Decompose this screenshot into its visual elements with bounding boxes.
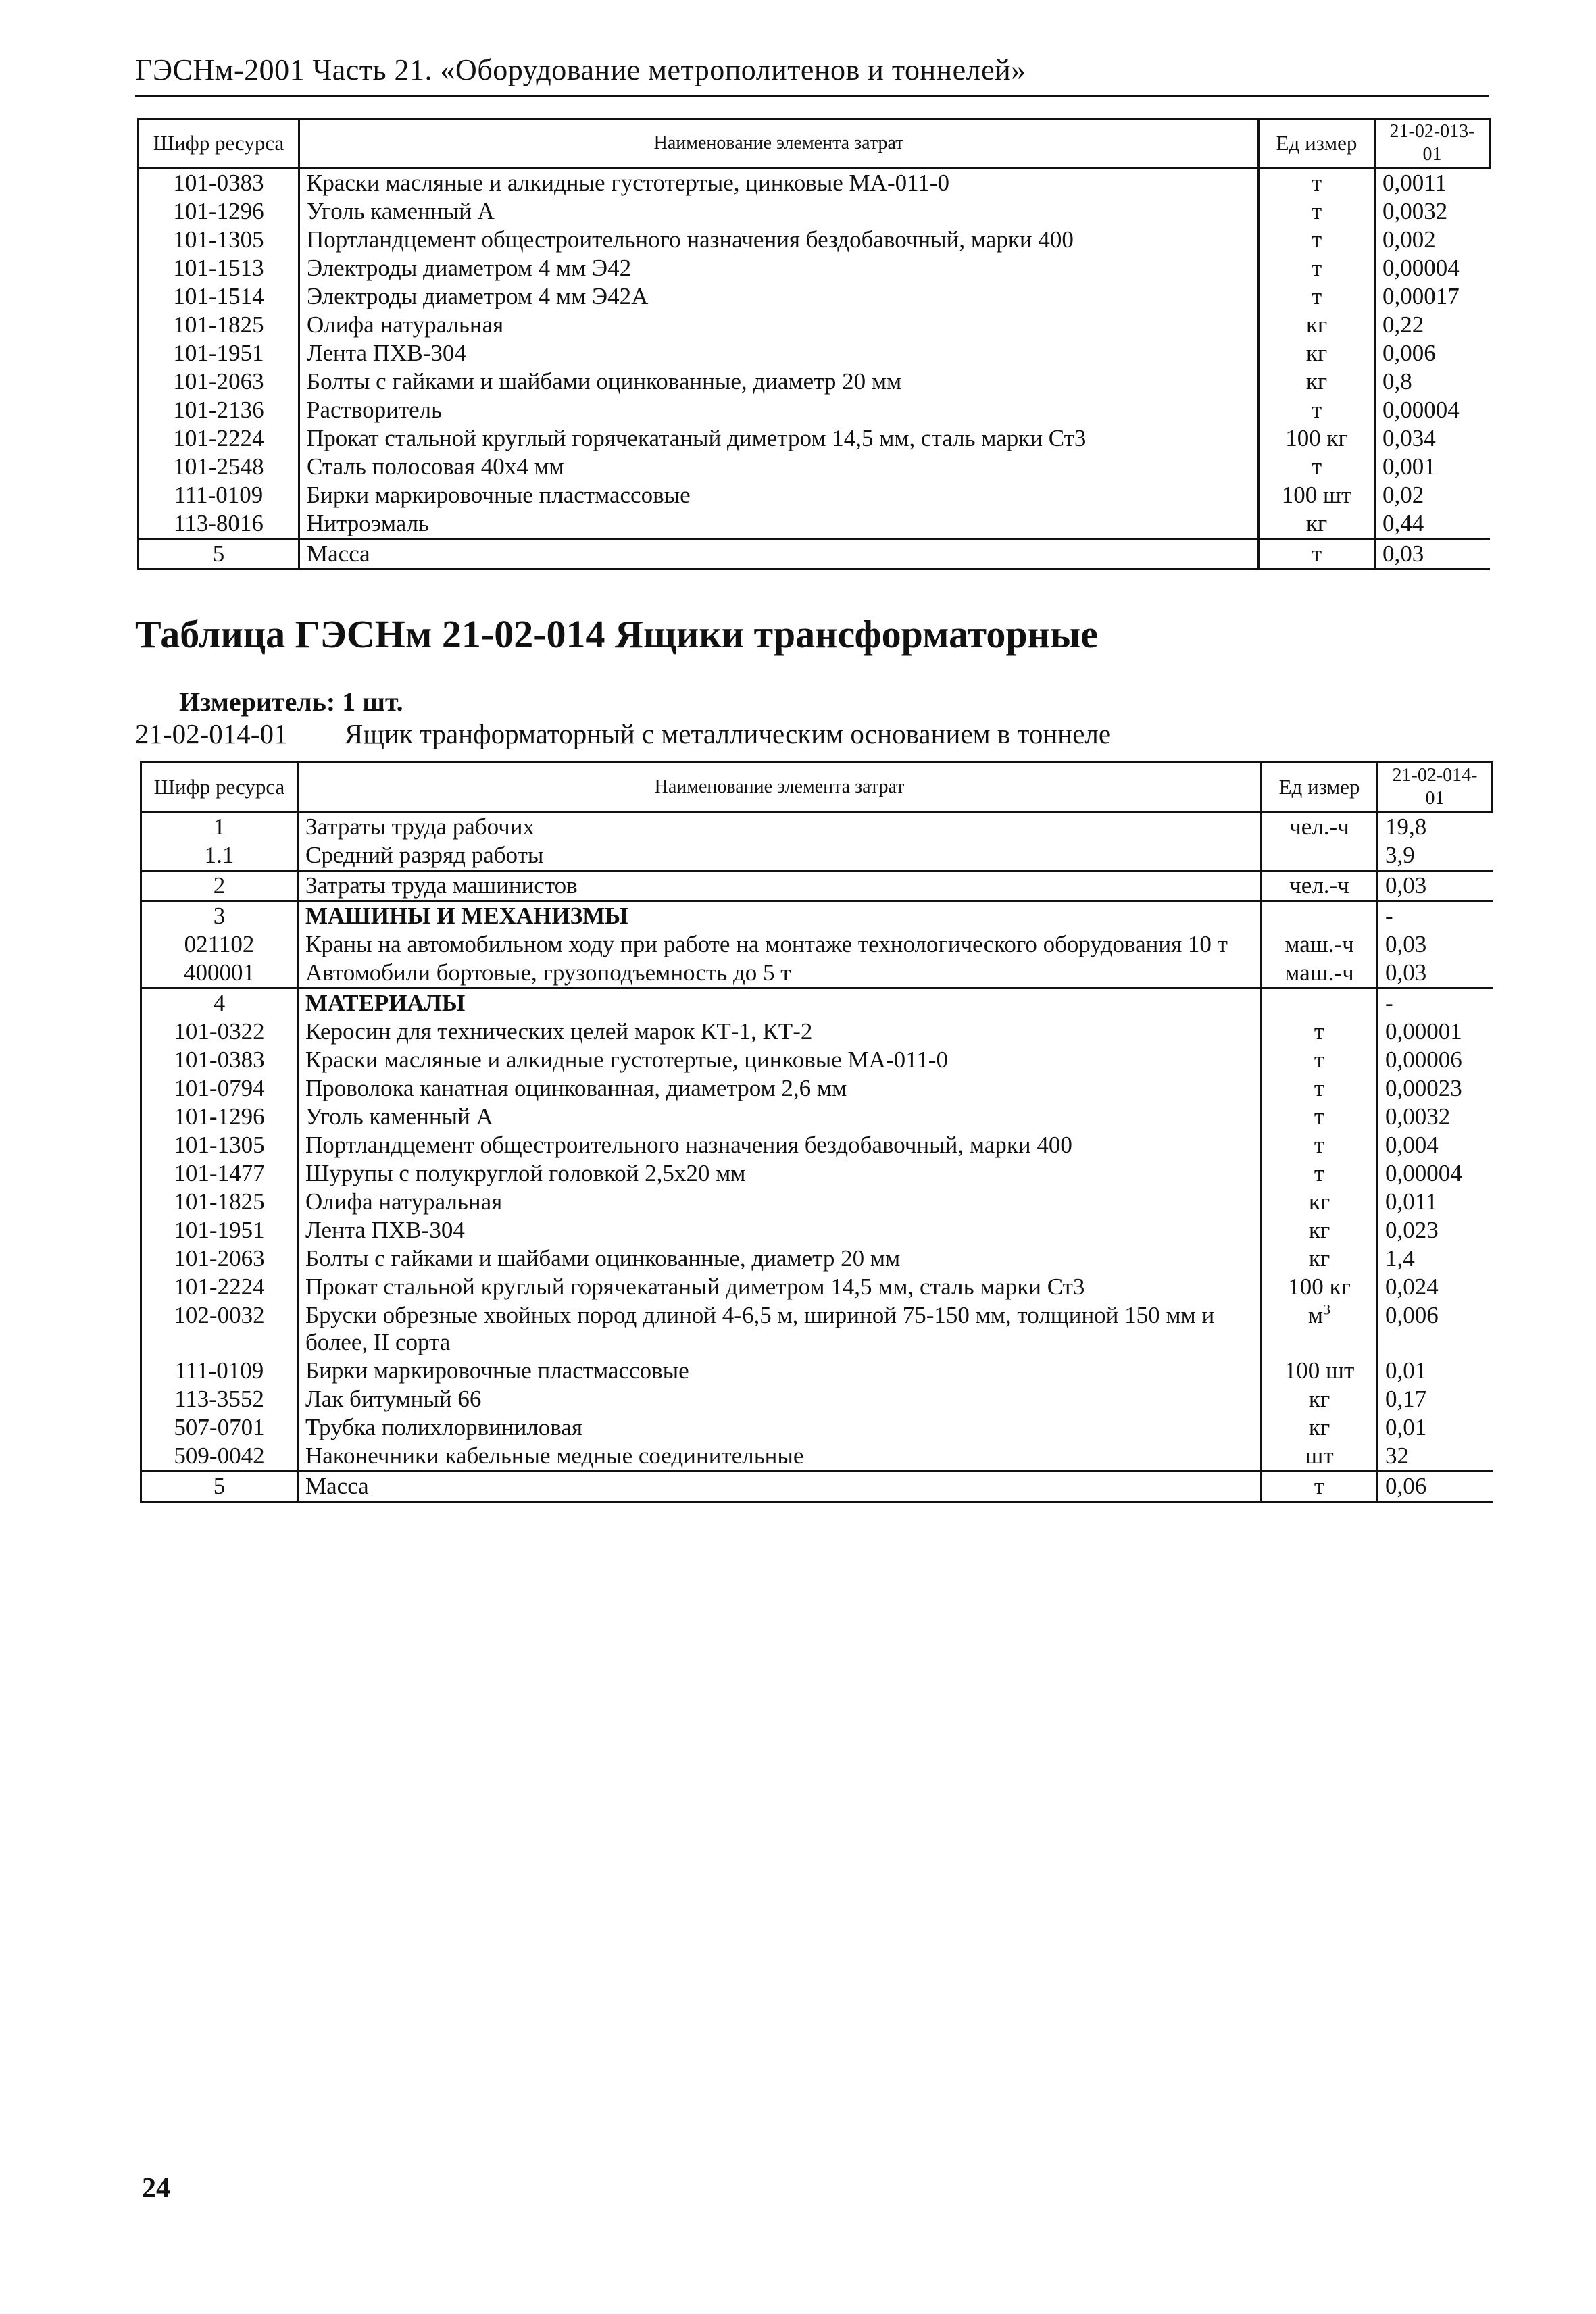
table-row <box>139 453 1490 481</box>
value-cell: 0,17 <box>1385 1386 1427 1412</box>
unit-cell <box>1262 901 1378 931</box>
table-row <box>139 424 1490 453</box>
table-row <box>141 1472 1493 1502</box>
value-cell: 0,011 <box>1385 1188 1438 1215</box>
resource-name-cell: Лента ПХВ-304 <box>298 1216 1262 1244</box>
table-body <box>139 168 1490 570</box>
unit-cell: т <box>1259 254 1375 282</box>
resource-code-cell: 101-1296 <box>141 1103 298 1131</box>
table-row <box>141 1385 1493 1413</box>
table-row <box>141 901 1493 931</box>
section-title: Таблица ГЭСНм 21-02-014 Ящики трансформаторные <box>135 612 1099 656</box>
resource-name-cell: Бирки маркировочные пластмассовые <box>298 1357 1262 1385</box>
unit-cell: кг <box>1262 1188 1378 1216</box>
value-cell: 0,03 <box>1385 931 1427 957</box>
value-cell: 0,02 <box>1382 482 1424 508</box>
page-header: ГЭСНм-2001 Часть 21. «Оборудование метрополитенов и тоннелей» <box>135 53 1026 86</box>
unit-cell: маш.-ч <box>1262 959 1378 988</box>
resource-name-cell: Шурупы с полукруглой головкой 2,5х20 мм <box>298 1159 1262 1188</box>
resource-name-cell: Олифа натуральная <box>299 311 1259 339</box>
table-row <box>141 812 1493 842</box>
resource-code-cell: 101-1305 <box>139 226 299 254</box>
value-cell: 0,00017 <box>1382 283 1460 309</box>
table-row <box>141 988 1493 1018</box>
unit-cell: шт <box>1262 1442 1378 1472</box>
resource-code-cell: 101-2063 <box>139 368 299 396</box>
unit-cell: кг <box>1262 1216 1378 1244</box>
table-row <box>139 168 1490 198</box>
resource-name-cell: Затраты труда рабочих <box>298 812 1262 842</box>
table-row <box>139 368 1490 396</box>
value-cell: 0,006 <box>1382 340 1436 366</box>
unit-cell: т <box>1262 1074 1378 1103</box>
resource-table-013 <box>137 118 1491 570</box>
value-cell: 0,03 <box>1385 959 1427 986</box>
table-body <box>141 812 1493 1502</box>
resource-code-cell: 101-1477 <box>141 1159 298 1188</box>
resource-name-cell: Керосин для технических целей марок КТ-1, КТ-2 <box>298 1017 1262 1046</box>
value-cell: 0,004 <box>1385 1132 1439 1158</box>
unit-cell: 100 кг <box>1259 424 1375 453</box>
unit-cell: кг <box>1262 1385 1378 1413</box>
value-cell: 0,002 <box>1382 226 1436 253</box>
unit-cell: маш.-ч <box>1262 930 1378 959</box>
table-row <box>139 282 1490 311</box>
table-row <box>141 1301 1493 1357</box>
unit-cell: т <box>1259 539 1375 570</box>
page-number: 24 <box>142 2173 170 2204</box>
value-cell: 32 <box>1385 1442 1409 1469</box>
resource-code-cell: 5 <box>139 539 299 570</box>
resource-table-014 <box>140 761 1493 1503</box>
column-header-name: Наименование элемента затрат <box>298 763 1262 812</box>
resource-code-cell: 102-0032 <box>141 1301 298 1357</box>
table-row <box>141 1188 1493 1216</box>
table-row <box>139 254 1490 282</box>
table-row <box>141 1216 1493 1244</box>
table-row <box>139 539 1490 570</box>
column-header-name: Наименование элемента затрат <box>299 119 1259 168</box>
unit-cell: 100 шт <box>1259 481 1375 509</box>
unit-cell: т <box>1262 1017 1378 1046</box>
norm-id: 21-02-014-01 <box>135 718 288 749</box>
unit-cell: т <box>1259 396 1375 424</box>
resource-name-cell: Трубка полихлорвиниловая <box>298 1413 1262 1442</box>
resource-name-cell: Прокат стальной круглый горячекатаный диметром 14,5 мм, сталь марки Ст3 <box>299 424 1259 453</box>
resource-name-cell: Электроды диаметром 4 мм Э42А <box>299 282 1259 311</box>
value-cell: 0,001 <box>1382 453 1436 480</box>
value-cell: 19,8 <box>1378 812 1493 842</box>
value-cell: 0,024 <box>1385 1274 1439 1300</box>
table-row <box>141 871 1493 901</box>
resource-code-cell: 101-1825 <box>139 311 299 339</box>
value-cell: 0,8 <box>1382 368 1412 395</box>
table-row <box>141 1413 1493 1442</box>
resource-name-cell: Лак битумный 66 <box>298 1385 1262 1413</box>
resource-name-cell: Уголь каменный А <box>299 197 1259 226</box>
resource-code-cell: 101-0322 <box>141 1017 298 1046</box>
resource-code-cell: 021102 <box>141 930 298 959</box>
unit-cell: 100 кг <box>1262 1273 1378 1301</box>
resource-name-cell: Болты с гайками и шайбами оцинкованные, диаметр 20 мм <box>299 368 1259 396</box>
unit-cell: т <box>1259 453 1375 481</box>
unit-cell: кг <box>1259 509 1375 539</box>
table-row <box>141 1074 1493 1103</box>
column-header-unit: Ед измер <box>1259 119 1375 168</box>
value-cell: 0,034 <box>1382 425 1436 451</box>
unit-cell: т <box>1262 1472 1378 1502</box>
table-row <box>141 1159 1493 1188</box>
resource-code-cell: 101-1513 <box>139 254 299 282</box>
unit-cell: кг <box>1259 311 1375 339</box>
resource-name-cell: Электроды диаметром 4 мм Э42 <box>299 254 1259 282</box>
table-row <box>141 1046 1493 1074</box>
value-cell: - <box>1378 988 1493 1018</box>
value-cell: 0,00023 <box>1385 1075 1462 1101</box>
resource-name-cell: Олифа натуральная <box>298 1188 1262 1216</box>
table-row <box>141 1103 1493 1131</box>
unit-cell: 100 шт <box>1262 1357 1378 1385</box>
value-cell: 0,44 <box>1382 510 1424 536</box>
resource-name-cell: Нитроэмаль <box>299 509 1259 539</box>
norm-description: Ящик транформаторный с металлическим основанием в тоннеле <box>345 718 1112 749</box>
resource-name-cell: Автомобили бортовые, грузоподъемность до 5 т <box>298 959 1262 988</box>
resource-code-cell: 3 <box>141 901 298 931</box>
resource-code-cell: 509-0042 <box>141 1442 298 1472</box>
resource-code-cell: 101-0383 <box>139 168 299 198</box>
table-row <box>139 481 1490 509</box>
resource-name-cell: Краски масляные и алкидные густотертые, цинковые МА-011-0 <box>299 168 1259 198</box>
table-row <box>139 226 1490 254</box>
resource-name-cell: Краны на автомобильном ходу при работе на монтаже технологического оборудования 10 т <box>298 930 1262 959</box>
value-cell: 0,01 <box>1385 1414 1427 1440</box>
resource-name-cell: Затраты труда машинистов <box>298 871 1262 901</box>
resource-name-cell: Сталь полосовая 40х4 мм <box>299 453 1259 481</box>
table-row <box>141 1442 1493 1472</box>
resource-code-cell: 5 <box>141 1472 298 1502</box>
table-row <box>139 396 1490 424</box>
unit-cell: т <box>1262 1131 1378 1159</box>
resource-name-cell: Масса <box>298 1472 1262 1502</box>
unit-cell: т <box>1262 1103 1378 1131</box>
header-divider <box>135 95 1489 97</box>
unit-superscript: 3 <box>1323 1301 1331 1318</box>
resource-code-cell: 101-1825 <box>141 1188 298 1216</box>
resource-code-cell: 2 <box>141 871 298 901</box>
unit-cell <box>1262 841 1378 871</box>
unit-cell: кг <box>1259 368 1375 396</box>
value-cell: 0,03 <box>1378 871 1493 901</box>
resource-name-cell: Наконечники кабельные медные соединительные <box>298 1442 1262 1472</box>
resource-name-cell: Уголь каменный А <box>298 1103 1262 1131</box>
table-row <box>141 1357 1493 1385</box>
unit-cell: кг <box>1262 1413 1378 1442</box>
resource-code-cell: 101-1305 <box>141 1131 298 1159</box>
column-header-value: 21-02-014-01 <box>1378 763 1493 812</box>
resource-code-cell: 111-0109 <box>141 1357 298 1385</box>
resource-code-cell: 113-8016 <box>139 509 299 539</box>
resource-code-cell: 101-1514 <box>139 282 299 311</box>
resource-name-cell: Болты с гайками и шайбами оцинкованные, диаметр 20 мм <box>298 1244 1262 1273</box>
unit-cell: кг <box>1262 1244 1378 1273</box>
column-header-value: 21-02-013-01 <box>1375 119 1490 168</box>
resource-code-cell: 101-2136 <box>139 396 299 424</box>
table-row <box>139 311 1490 339</box>
value-cell: 0,00004 <box>1385 1160 1462 1186</box>
value-cell: 0,00004 <box>1382 255 1460 281</box>
resource-name-cell: Масса <box>299 539 1259 570</box>
table-row <box>141 841 1493 871</box>
unit-cell: $м^3$ <box>1262 1301 1378 1357</box>
resource-code-cell: 400001 <box>141 959 298 988</box>
unit-cell: т <box>1262 1159 1378 1188</box>
unit-cell: т <box>1259 282 1375 311</box>
table-row <box>141 1244 1493 1273</box>
resource-code-cell: 101-0794 <box>141 1074 298 1103</box>
unit-cell: кг <box>1259 339 1375 368</box>
resource-name-cell: Прокат стальной круглый горячекатаный диметром 14,5 мм, сталь марки Ст3 <box>298 1273 1262 1301</box>
unit-cell: т <box>1259 197 1375 226</box>
value-cell: 0,01 <box>1385 1357 1427 1384</box>
resource-code-cell: 101-2548 <box>139 453 299 481</box>
value-cell: 0,023 <box>1385 1217 1439 1243</box>
resource-name-cell: МАТЕРИАЛЫ <box>298 988 1262 1018</box>
unit-cell <box>1262 988 1378 1018</box>
resource-code-cell: 101-1951 <box>139 339 299 368</box>
resource-code-cell: 507-0701 <box>141 1413 298 1442</box>
resource-code-cell: 113-3552 <box>141 1385 298 1413</box>
resource-code-cell: 101-0383 <box>141 1046 298 1074</box>
value-cell: 0,06 <box>1378 1472 1493 1502</box>
value-cell: 3,9 <box>1385 842 1415 868</box>
resource-code-cell: 1.1 <box>141 841 298 871</box>
column-header-code: Шифр ресурса <box>139 119 299 168</box>
resource-name-cell: Средний разряд работы <box>298 841 1262 871</box>
unit-cell: т <box>1262 1046 1378 1074</box>
unit-cell: т <box>1259 168 1375 198</box>
table-row <box>141 1273 1493 1301</box>
value-cell: 0,00004 <box>1382 397 1460 423</box>
table-row <box>139 339 1490 368</box>
column-header-code: Шифр ресурса <box>141 763 298 812</box>
resource-name-cell: Проволока канатная оцинкованная, диаметром 2,6 мм <box>298 1074 1262 1103</box>
value-cell: 0,22 <box>1382 311 1424 338</box>
resource-name-cell: Краски масляные и алкидные густотертые, цинковые МА-011-0 <box>298 1046 1262 1074</box>
resource-code-cell: 101-1951 <box>141 1216 298 1244</box>
resource-name-cell: Портландцемент общестроительного назначения бездобавочный, марки 400 <box>299 226 1259 254</box>
unit-cell: чел.-ч <box>1262 871 1378 901</box>
value-cell: 0,0032 <box>1382 198 1448 224</box>
measure-unit: Измеритель: 1 шт. <box>179 686 403 717</box>
value-cell: 1,4 <box>1385 1245 1415 1272</box>
resource-code-cell: 101-2224 <box>139 424 299 453</box>
resource-code-cell: 101-1296 <box>139 197 299 226</box>
value-cell: 0,0032 <box>1385 1103 1451 1130</box>
resource-name-cell: Портландцемент общестроительного назначения бездобавочный, марки 400 <box>298 1131 1262 1159</box>
resource-code-cell: 4 <box>141 988 298 1018</box>
value-cell: 0,00006 <box>1385 1047 1462 1073</box>
column-header-unit: Ед измер <box>1262 763 1378 812</box>
table-row <box>141 1017 1493 1046</box>
resource-name-cell: Бирки маркировочные пластмассовые <box>299 481 1259 509</box>
resource-code-cell: 1 <box>141 812 298 842</box>
value-cell: 0,006 <box>1385 1302 1439 1328</box>
resource-name-cell: Лента ПХВ-304 <box>299 339 1259 368</box>
resource-code-cell: 101-2224 <box>141 1273 298 1301</box>
resource-name-cell: МАШИНЫ И МЕХАНИЗМЫ <box>298 901 1262 931</box>
value-cell: 0,03 <box>1375 539 1490 570</box>
value-cell: 0,0011 <box>1375 168 1490 198</box>
table-row <box>139 509 1490 539</box>
value-cell: 0,00001 <box>1385 1018 1462 1045</box>
table-row <box>139 197 1490 226</box>
unit-cell: т <box>1259 226 1375 254</box>
resource-code-cell: 111-0109 <box>139 481 299 509</box>
unit-cell: чел.-ч <box>1262 812 1378 842</box>
value-cell: - <box>1378 901 1493 931</box>
table-row <box>141 959 1493 988</box>
resource-name-cell: Бруски обрезные хвойных пород длиной 4-6,5 м, шириной 75-150 мм, толщиной 150 мм и более, II сорта <box>298 1301 1262 1357</box>
resource-code-cell: 101-2063 <box>141 1244 298 1273</box>
table-row <box>141 1131 1493 1159</box>
table-row <box>141 930 1493 959</box>
resource-name-cell: Растворитель <box>299 396 1259 424</box>
